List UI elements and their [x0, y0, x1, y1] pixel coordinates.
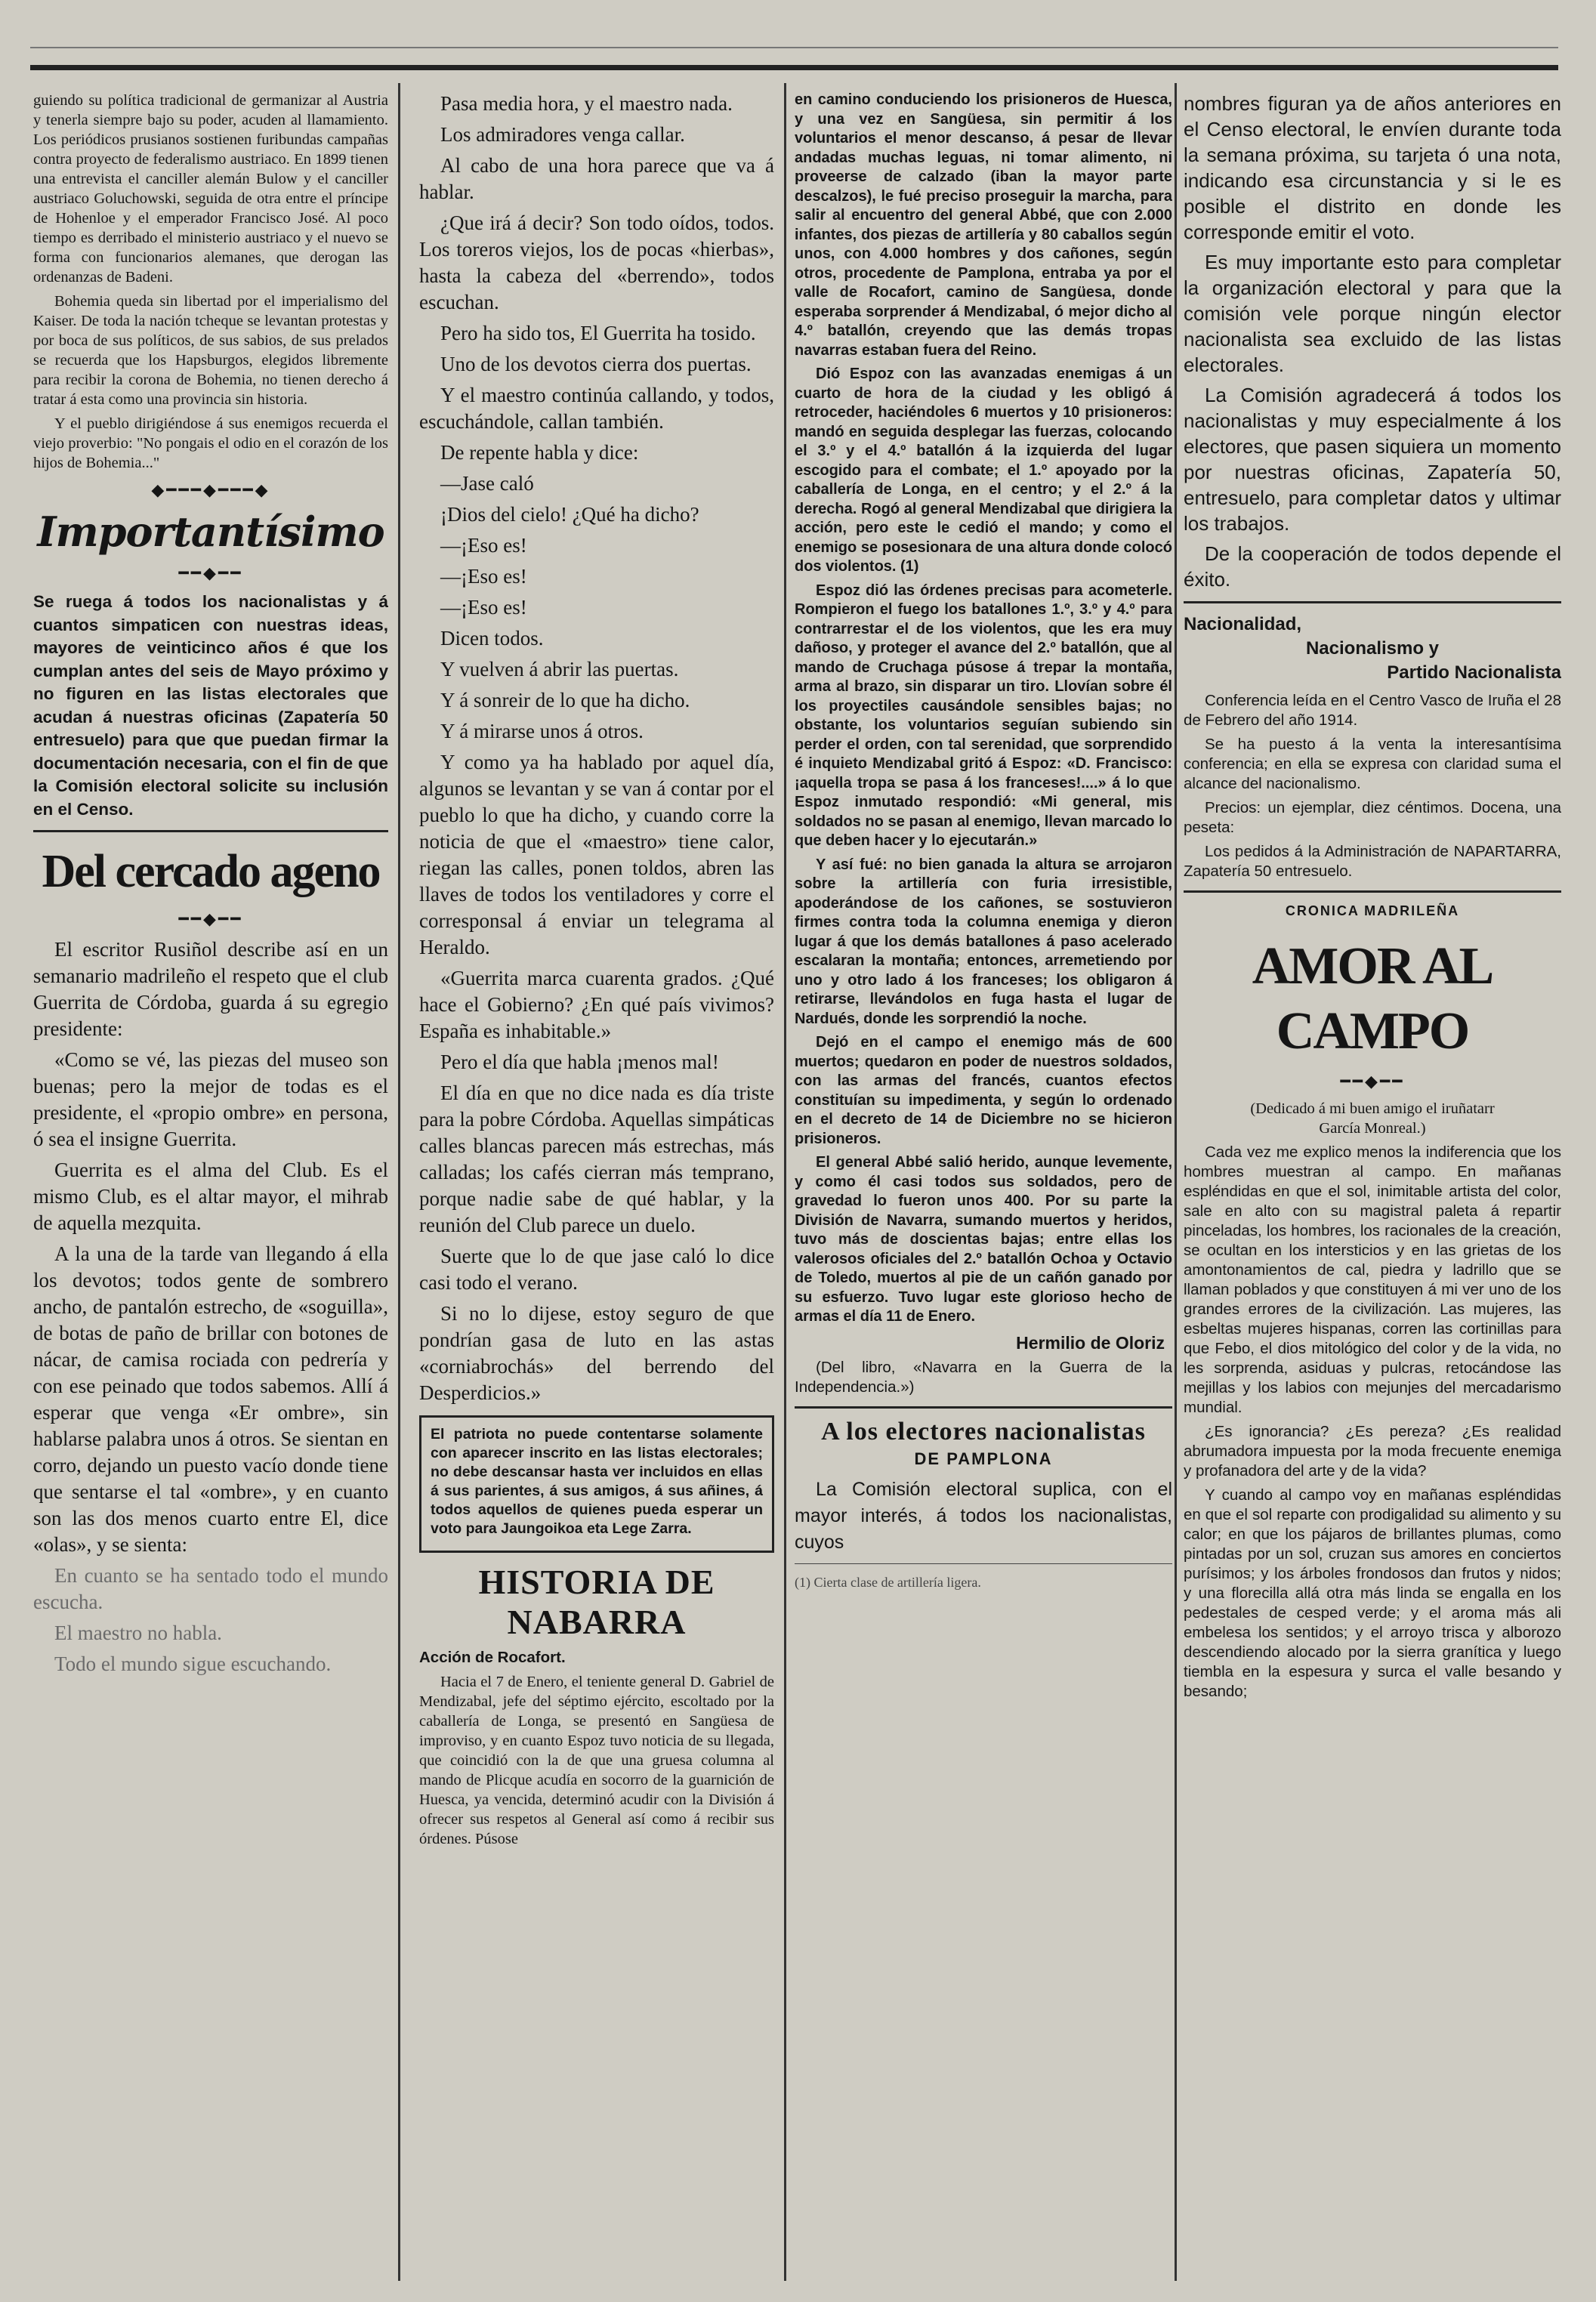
paragraph: Dejó en el campo el enemigo más de 600 muertos; quedaron en poder de nuestros soldados, con las armas del francés, cuantos efectos constituían su impedimenta, y según lo ordenado en el decreto de 14 de Diciembre no se hicieron prisioneros.	[795, 1034, 1172, 1147]
paragraph: Precios: un ejemplar, diez céntimos. Docena, una peseta:	[1184, 799, 1561, 836]
paragraph: La Comisión agradecerá á todos los nacionalistas y muy especialmente á los electores, que pasen siquiera un momento por nuestras oficinas, Zapatería 50, entresuelo, para completar datos y ultimar los trabajos.	[1184, 384, 1561, 535]
patriot-notice-box	[419, 1415, 774, 1553]
paragraph: Los pedidos á la Administración de NAPARTARRA, Zapatería 50 entresuelo.	[1184, 843, 1561, 880]
ornament-divider: ━━◆━━	[178, 909, 243, 928]
column-3	[795, 91, 1172, 2281]
patriot-notice-text: El patriota no puede contentarse solamente con aparecer inscrito en las listas electorales; no debe descansar hasta ver incluidos en ellas á sus parientes, á sus amigos, á sus añines, á todos aquellos de quienes pueda esperar un voto para Jaungoikoa eta Lege Zarra.	[431, 1426, 763, 1537]
author-signature: Hermilio de Oloriz	[1016, 1332, 1165, 1353]
top-thin-rule	[30, 47, 1558, 48]
paragraph: Es muy importante esto para completar la organización electoral y para que la comisión vele porque ningún elector nacionalista sea excluido de las listas electorales.	[1184, 251, 1561, 376]
paragraph: Se ha puesto á la venta la interesantísima conferencia; en ella se expresa con claridad suma el alcance del nacionalismo.	[1184, 736, 1561, 792]
ornament-divider: ━━◆━━	[178, 563, 243, 582]
column-4	[1184, 91, 1561, 2281]
section-rule	[1184, 601, 1561, 603]
paragraph: Y vuelven á abrir las puertas.	[440, 658, 679, 680]
nationality-title-3: Partido Nacionalista	[1387, 662, 1561, 683]
paragraph: Guerrita es el alma del Club. Es el mismo Club, es el altar mayor, el mihrab de aquella mezquita.	[33, 1159, 388, 1234]
notice-title: Importantísimo	[37, 508, 384, 556]
paragraph: Conferencia leída en el Centro Vasco de Iruña el 28 de Febrero del año 1914.	[1184, 692, 1561, 729]
paragraph: ¿Es ignorancia? ¿Es pereza? ¿Es realidad abrumadora impuesta por la moda frecuente enemiga y profanadora del arte y de la vida?	[1184, 1423, 1561, 1480]
paragraph: Hacia el 7 de Enero, el teniente general D. Gabriel de Mendizabal, jefe del séptimo ejército, escoltado por la caballería de Longa, se presentó en Sangüesa de improviso, y en cuanto Espoz tuvo noticia de su llegada, que coincidió con la de que una gruesa columna al mando de Plicque acudía en socorro de la guarnición de Huesca, ya vencida, determinó acudir con la División á ofrecer sus respetos al General así como á recibir sus órdenes. Púsose	[419, 1674, 774, 1847]
paragraph: —¡Eso es!	[440, 596, 527, 619]
paragraph: Y cuando al campo voy en mañanas espléndidas en que el sol reparte con prodigalidad su alimento y su calor; en que los pájaros de brillantes plumas, como pintadas por un sol, cruzan sus amores en conciertos purísimos; y los árboles frondosos dan frutos y nidos; y una florecilla allá otra más linda se engalla en los pedestales de cesped verde; y el aroma más ali embelesa los sentidos; y el arroyo trisca y alborozo descendiendo alocado por la sierra granítica y luego tiembla en la espesura y surca el valle besando y besando;	[1184, 1486, 1561, 1700]
history-subtitle: Acción de Rocafort.	[419, 1649, 566, 1666]
paragraph: Cada vez me explico menos la indiferencia que los hombres muestran al campo. En mañanas espléndidas en que el sol, inimitable artista del color, sale en alto con su magistral paleta á repartir pinceladas, los hombres, los racionales de la creación, se ocultan en los intersticios y en las grietas de los amontonamientos de cal, piedra y ladrillo que se llaman poblados y que constituyen á mi ver uno de los grandes errores de la civilización. Las mujeres, las esbeltas mujeres hispanas, corren las cortinillas para que Febo, el dios mitológico del color y de la vida, no les sorprenda, asiduas y pulcras, retocándose las mejillas y los labios con mejunjes del mercadarismo mundial.	[1184, 1143, 1561, 1416]
chronicle-title: AMOR AL CAMPO	[1252, 937, 1493, 1060]
paragraph: El escritor Rusiñol describe así en un semanario madrileño el respeto que el club Guerrita de Córdoba, guarda á su egregio presidente:	[33, 938, 388, 1040]
notice-body: Se ruega á todos los nacionalistas y á cuantos simpaticen con nuestras ideas, mayores de veinticinco años é que los cumplan antes del seis de Mayo próximo y no figuren en las listas electorales que acudan á nuestras oficinas (Zapatería 50 entresuelo) para que que puedan firmar la documentación necesaria, con el fin de que la Comisión electoral solicite su inclusión en el Censo.	[33, 592, 388, 819]
footnote-rule	[795, 1563, 1172, 1564]
paragraph: Todo el mundo sigue escuchando.	[54, 1652, 332, 1675]
paragraph: Espoz dió las órdenes precisas para acometerle. Rompieron el fuego los batallones 1.º, 3.º y 4.º para contrarrestar el de los violentos, que les era muy dañoso, y proteger el avance del 2.º batallón, que al mando de Cruchaga púsose á trepar la montaña, arma al brazo, sin disparar un tiro. Llovían sobre él los proyectiles causándole sensibles bajas; no obstante, los voluntarios seguían subiendo sin perder el orden, con tal serenidad, que sorprendido é inquieto Mendizabal gritó á Espoz: «D. Francisco: ¡aquella tropa se pasa á los franceses!....» á lo que Espoz inmutado respondió: «Mi general, mis soldados no se pasan al enemigo, llevan marcado lo que deben hacer y lo ejecutarán.»	[795, 582, 1172, 849]
paragraph: Pasa media hora, y el maestro nada.	[440, 92, 733, 115]
paragraph: El día en que no dice nada es día triste para la pobre Córdoba. Aquellas simpáticas calles blancas parecen más estrechas, más calladas; los cafés cierran más temprano, porque nadie sabe de qué hablar, y la reunión del Club parece un duelo.	[419, 1082, 774, 1236]
paragraph: Los admiradores venga callar.	[440, 123, 685, 146]
paragraph: La Comisión electoral suplica, con el mayor interés, á todos los nacionalistas, cuyos	[795, 1478, 1172, 1553]
paragraph: En cuanto se ha sentado todo el mundo escucha.	[33, 1564, 388, 1613]
paragraph: El general Abbé salió herido, aunque levemente, y como él casi todos sus soldados, pero de gravedad lo fueron unos 400. Por su parte la División de Navarra, sumando muertos y heridos, tuvo más de doscientas bajas; entre ellas los valerosos oficiales del 2.º batallón Ochoa y Octavio de Toledo, muertos al pie de un cañón ganado por su esfuerzo. Tuvo lugar este glorioso hecho de armas el día 11 de Enero.	[795, 1154, 1172, 1325]
paragraph: A la una de la tarde van llegando á ella los devotos; todos gente de sombrero ancho, de pantalón estrecho, de «soguilla», de botas de paño de brillar con botones de nácar, de camisa rociada con pedrería y con ese peinado que todos sabemos. Allí á esperar que venga «Er ombre», sin hablarse palabra unos á otros. Se sientan en corro, dejando un puesto vacío donde tiene que sentarse el tal «ombre», y en cuanto son las dos menos cuarto entre El, dice «olas», y se sienta:	[33, 1242, 388, 1556]
paragraph: Dió Espoz con las avanzadas enemigas á un cuarto de hora de la ciudad y les obligó á retroceder, haciéndoles 6 muertos y 10 prisioneros: mandó en seguida desplegar las fuerzas, colocando el 3.º y el 4.º batallón á la izquierda del lugar escogido para el combate; el 1.º apoyado por la caballería de Longa, en el centro; y el 2.º á la derecha. Rogó al general Mendizabal que dirigiera la acción, pero este le cedió el mando; y como el enemigo se posesionara de una altura donde colocó dos violentos. (1)	[795, 366, 1172, 575]
section-rule	[795, 1406, 1172, 1409]
electors-subtitle: DE PAMPLONA	[914, 1449, 1053, 1468]
nationality-title-1: Nacionalidad,	[1184, 614, 1302, 634]
paragraph: Y á mirarse unos á otros.	[440, 720, 644, 742]
ornament-divider: ━━◆━━	[1340, 1072, 1405, 1091]
ornament-divider: ◆━━━◆━━━◆	[151, 480, 270, 499]
paragraph: Y el maestro continúa callando, y todos, escuchándole, callan también.	[419, 384, 774, 433]
paragraph: Si no lo dijese, estoy seguro de que pondrían gasa de luto en las astas «corniabrochás» del berrendo del Desperdicios.»	[419, 1302, 774, 1404]
paragraph: ¿Que irá á decir? Son todo oídos, todos. Los toreros viejos, los de pocas «hierbas», hasta la cabeza del «berrendo», todos escuchan.	[419, 211, 774, 313]
history-continuation: en camino conduciendo los prisioneros de Huesca, y una vez en Sangüesa, sin permitir á los voluntarios el menor descanso, á pesar de llevar andadas muchas leguas, ni tomar alimento, ni proveerse de calzado (iban la mayor parte descalzos), le fué preciso proseguir la marcha, para salir al encuentro del general Abbé, que con 2.000 infantes, dos piezas de artillería y 80 caballos según unos, con 4.000 hombres y dos cañones, según otros, procedente de Pamplona, entraba ya por el valle de Rocafort, camino de Sangüesa, donde esperaba sorprender á Mendizabal, ó mejor dicho al 4.º batallón, creyendo que las demás tropas navarras estaban fuera del Reino.	[795, 91, 1172, 359]
paragraph: Uno de los devotos cierra dos puertas.	[440, 353, 752, 375]
footnote: (1) Cierta clase de artillería ligera.	[795, 1574, 981, 1590]
column-1	[33, 91, 388, 2281]
history-title: HISTORIA DE NABARRA	[478, 1563, 715, 1641]
paragraph: Y el pueblo dirigiéndose á sus enemigos recuerda el viejo proverbio: "No pongais el odio en el corazón de los hijos de Bohemia..."	[33, 415, 388, 471]
paragraph: —¡Eso es!	[440, 534, 527, 557]
chronicle-label: CRONICA MADRILEÑA	[1285, 903, 1460, 918]
paragraph: El maestro no habla.	[54, 1622, 222, 1644]
paragraph: —Jase caló	[440, 472, 534, 495]
article-title: Del cercado ageno	[42, 846, 380, 897]
paragraph: Y como ya ha hablado por aquel día, algunos se levantan y se van á contar por el pueblo lo que ha dicho, y cuando corre la noticia de que el «maestro» tiene calor, riegan las calles, ponen toldos, abren las llaves de todos los ventiladores y corre el corresponsal á enviar un telegrama al Heraldo.	[419, 751, 774, 958]
paragraph: Y á sonreir de lo que ha dicho.	[440, 689, 690, 711]
paragraph: «Guerrita marca cuarenta grados. ¿Qué hace el Gobierno? ¿En qué país vivimos? España es inhabitable.»	[419, 967, 774, 1042]
top-thick-rule	[30, 65, 1558, 70]
article-continuation: guiendo su política tradicional de germanizar al Austria y tenerla siempre bajo su poder, acuden al llamamiento. Los periódicos prusianos sostienen furibundas campañas contra proyecto de federalismo austriaco. En 1899 tienen una entrevista el canciller alemán Bulow y el canciller austriaco Goluchowski, seguida de otra entre el príncipe de Hohenloe y el emperador Francisco José. Al poco tiempo es derribado el ministerio austriaco y el nuevo se forma con funcionarios alemanes, que derogan las ordenanzas de Badeni.	[33, 92, 388, 285]
paragraph: Y así fué: no bien ganada la altura se arrojaron sobre la artillería con furia irresistible, apoderándose de los cañones, se sostuvieron firmes contra toda la columna enemiga y dieron lugar á que los demás batallones á paso acelerado escalaran la montaña; entonces, arremetiendo por uno y otro lado á los franceses; los obligaron á retirarse, llevándolos en fuga hasta el lugar de Nardués, donde les sorprendió la noche.	[795, 856, 1172, 1027]
paragraph: Al cabo de una hora parece que va á hablar.	[419, 154, 774, 203]
paragraph: Bohemia queda sin libertad por el imperialismo del Kaiser. De toda la nación tcheque se levantan protestas y por boca de sus políticos, de sus sabios, de sus prelados se recuerda que los Hapsburgos, elegidos libremente para recibir la corona de Bohemia, no tienen derecho á tratar á esta como una provincia sin historia.	[33, 293, 388, 408]
electors-title: A los electores nacionalistas	[821, 1417, 1146, 1446]
section-rule	[1184, 890, 1561, 893]
paragraph: ¡Dios del cielo! ¿Qué ha dicho?	[440, 503, 699, 526]
paragraph: De repente habla y dice:	[440, 441, 639, 464]
column-rule-1	[398, 83, 400, 2281]
paragraph: Suerte que lo de que jase caló lo dice casi todo el verano.	[419, 1245, 774, 1294]
paragraph: Dicen todos.	[440, 627, 544, 650]
paragraph: De la cooperación de todos depende el éxito.	[1184, 542, 1561, 591]
column-rule-2	[784, 83, 786, 2281]
paragraph: Pero el día que habla ¡menos mal!	[440, 1051, 719, 1073]
section-rule	[33, 830, 388, 832]
paragraph: «Como se vé, las piezas del museo son buenas; pero la mejor de todas es el presidente, el «propio ombre» en persona, ó sea el insigne Guerrita.	[33, 1048, 388, 1150]
source-note: (Del libro, «Navarra en la Guerra de la Independencia.»)	[795, 1358, 1172, 1396]
paragraph: —¡Eso es!	[440, 565, 527, 588]
dedication: (Dedicado á mi buen amigo el iruñatarr García Monreal.)	[1250, 1100, 1495, 1137]
column-rule-3	[1175, 83, 1177, 2281]
column-2	[419, 91, 774, 2281]
electors-continuation: nombres figuran ya de años anteriores en el Censo electoral, le envíen durante toda la semana próxima, su tarjeta ó una nota, indicando esa circunstancia y si le es posible el distrito en donde les corresponde emitir el voto.	[1184, 92, 1561, 243]
paragraph: Pero ha sido tos, El Guerrita ha tosido.	[440, 322, 756, 344]
nationality-title-2: Nacionalismo y	[1305, 638, 1440, 659]
